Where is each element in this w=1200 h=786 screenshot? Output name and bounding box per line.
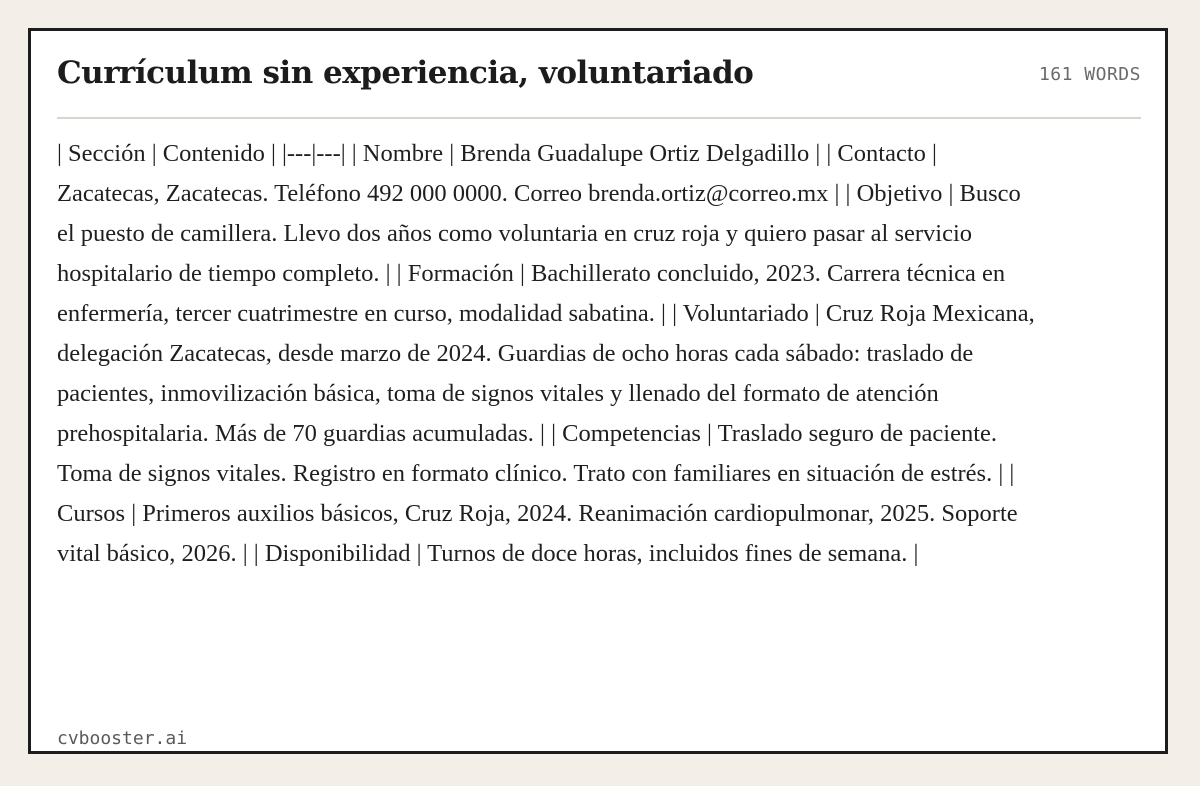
brand-footer: cvbooster.ai	[57, 728, 188, 749]
word-count: 161 WORDS	[1038, 64, 1141, 85]
document-card	[28, 28, 1168, 754]
title-divider	[57, 117, 1141, 119]
document-title: Currículum sin experiencia, voluntariado	[57, 55, 754, 91]
document-body: | Sección | Contenido | |---|---| | Nombre | Brenda Guadalupe Ortiz Delgadillo | | Contacto | Zacatecas, Zacatecas. Teléfono 492 000 0000. Correo brenda.ortiz@correo.mx | | Objetivo | Busco el puesto de camillera. Llevo dos años como voluntaria en cruz roja y quiero pasar al servicio hospitalario de tiempo completo. | | Formación | Bachillerato concluido, 2023. Carrera técnica en enfermería, tercer cuatrimestre en curso, modalidad sabatina. | | Voluntariado | Cruz Roja Mexicana, delegación Zacatecas, desde marzo de 2024. Guardias de ocho horas cada sábado: traslado de pacientes, inmovilización básica, toma de signos vitales y llenado del formato de atención prehospitalaria. Más de 70 guardias acumuladas. | | Competencias | Traslado seguro de paciente. Toma de signos vitales. Registro en formato clínico. Trato con familiares en situación de estrés. | | Cursos | Primeros auxilios básicos, Cruz Roja, 2024. Reanimación cardiopulmonar, 2025. Soporte vital básico, 2026. | | Disponibilidad | Turnos de doce horas, incluidos fines de semana. |	[57, 140, 1035, 567]
